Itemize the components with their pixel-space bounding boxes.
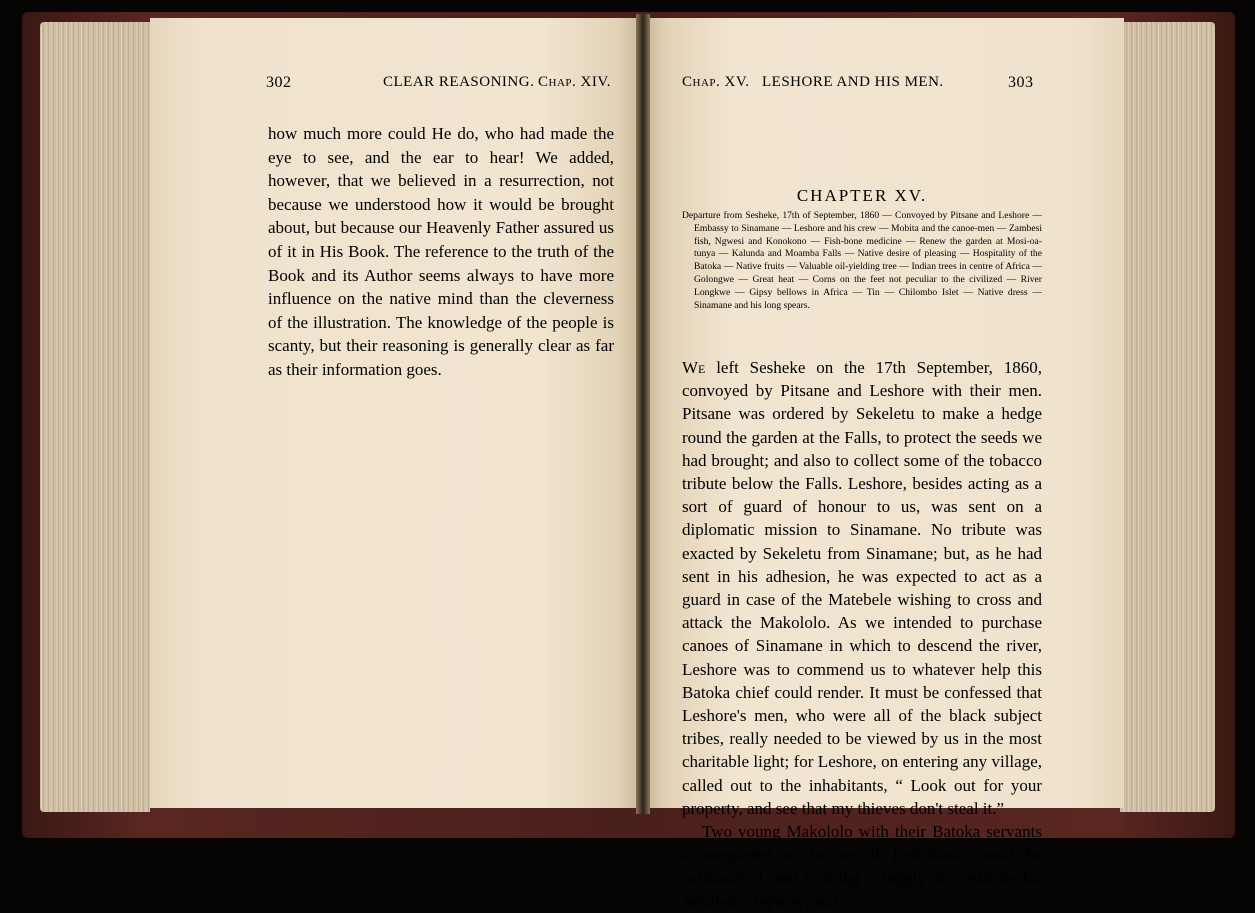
chapter-synopsis: Departure from Sesheke, 17th of September, 1860 — Convoyed by Pitsane and Leshore — Embassy to Sinamane — Leshore and his crew — Mobita and the canoe-men — Zambesi fish, Ngwesi and Konokono — Fish-bone medicine — Renew the garden at Mosi-oa-tunya — Kalunda and Moamba Falls — Native desire of pleasing — Hospitality of the Batoka — Native fruits — Valuable oil-yielding tree — Indian trees in centre of Africa — Golongwe — Great heat — Corns on the feet not peculiar to the civilized — River Longkwe — Gipsy bellows in Africa — Tin — Chilombo Islet — Native dress — Sinamane and his long spears. bbox=[682, 210, 1042, 311]
right-page-body bbox=[682, 356, 1042, 913]
right-chapter-ref: Chap. XV. bbox=[682, 74, 750, 90]
left-page-edges bbox=[40, 22, 150, 812]
left-chapter-ref: Chap. XIV. bbox=[538, 74, 611, 90]
paragraph-2: Two young Makololo with their Batoka servants accompanied us to see if Kebrabasa could be surmounted, and to bring a supply of medicine for Sekeletu's leprosy; and bbox=[682, 822, 1042, 911]
right-running-title: LESHORE AND HIS MEN. bbox=[762, 74, 944, 90]
right-page-number: 303 bbox=[1008, 74, 1034, 91]
right-page-edges bbox=[1120, 22, 1215, 812]
left-page-body: how much more could He do, who had made the eye to see, and the ear to hear! We added, however, that we believed in a resurrection, not because we understood how it would be brought about, but because our Heavenly Father assured us of it in His Book. The reference to the truth of the Book and its Author seems always to have more influence on the native mind than the cleverness of the illustration. The knowledge of the people is scanty, but their reasoning is generally clear as far as their information goes. bbox=[268, 124, 614, 379]
paragraph-initial: We bbox=[682, 358, 706, 377]
right-running-head bbox=[682, 74, 1042, 98]
left-running-head bbox=[118, 74, 618, 98]
left-running-title: CLEAR REASONING. bbox=[383, 74, 535, 90]
paragraph-1-text: left Sesheke on the 17th September, 1860, convoyed by Pitsane and Leshore with their men. Pitsane was ordered by Sekeletu to make a hedge round the garden at the Falls, to protect the seeds we had brought; and also to collect some of the tobacco tribute below the Falls. Leshore, besides acting as a sort of guard of honour to us, was sent on a diplomatic mission to Sinamane. No tribute was exacted by Sekeletu from Sinamane; but, as he had sent in his adhesion, he was expected to act as a guard in case of the Matebele wishing to cross and attack the Makololo. As we intended to purchase canoes of Sinamane in which to descend the river, Leshore was to commend us to whatever help this Batoka chief could render. It must be confessed that Leshore's men, who were all of the black subject tribes, really needed to be viewed by us in the most charitable light; for Leshore, on entering any village, called out to the inhabitants, “ Look out for your property, and see that my thieves don't steal it.” bbox=[682, 358, 1042, 818]
left-page-number: 302 bbox=[266, 74, 292, 91]
paragraph-1 bbox=[682, 356, 1042, 820]
book-gutter bbox=[636, 14, 650, 814]
chapter-title: CHAPTER XV. bbox=[796, 186, 928, 205]
